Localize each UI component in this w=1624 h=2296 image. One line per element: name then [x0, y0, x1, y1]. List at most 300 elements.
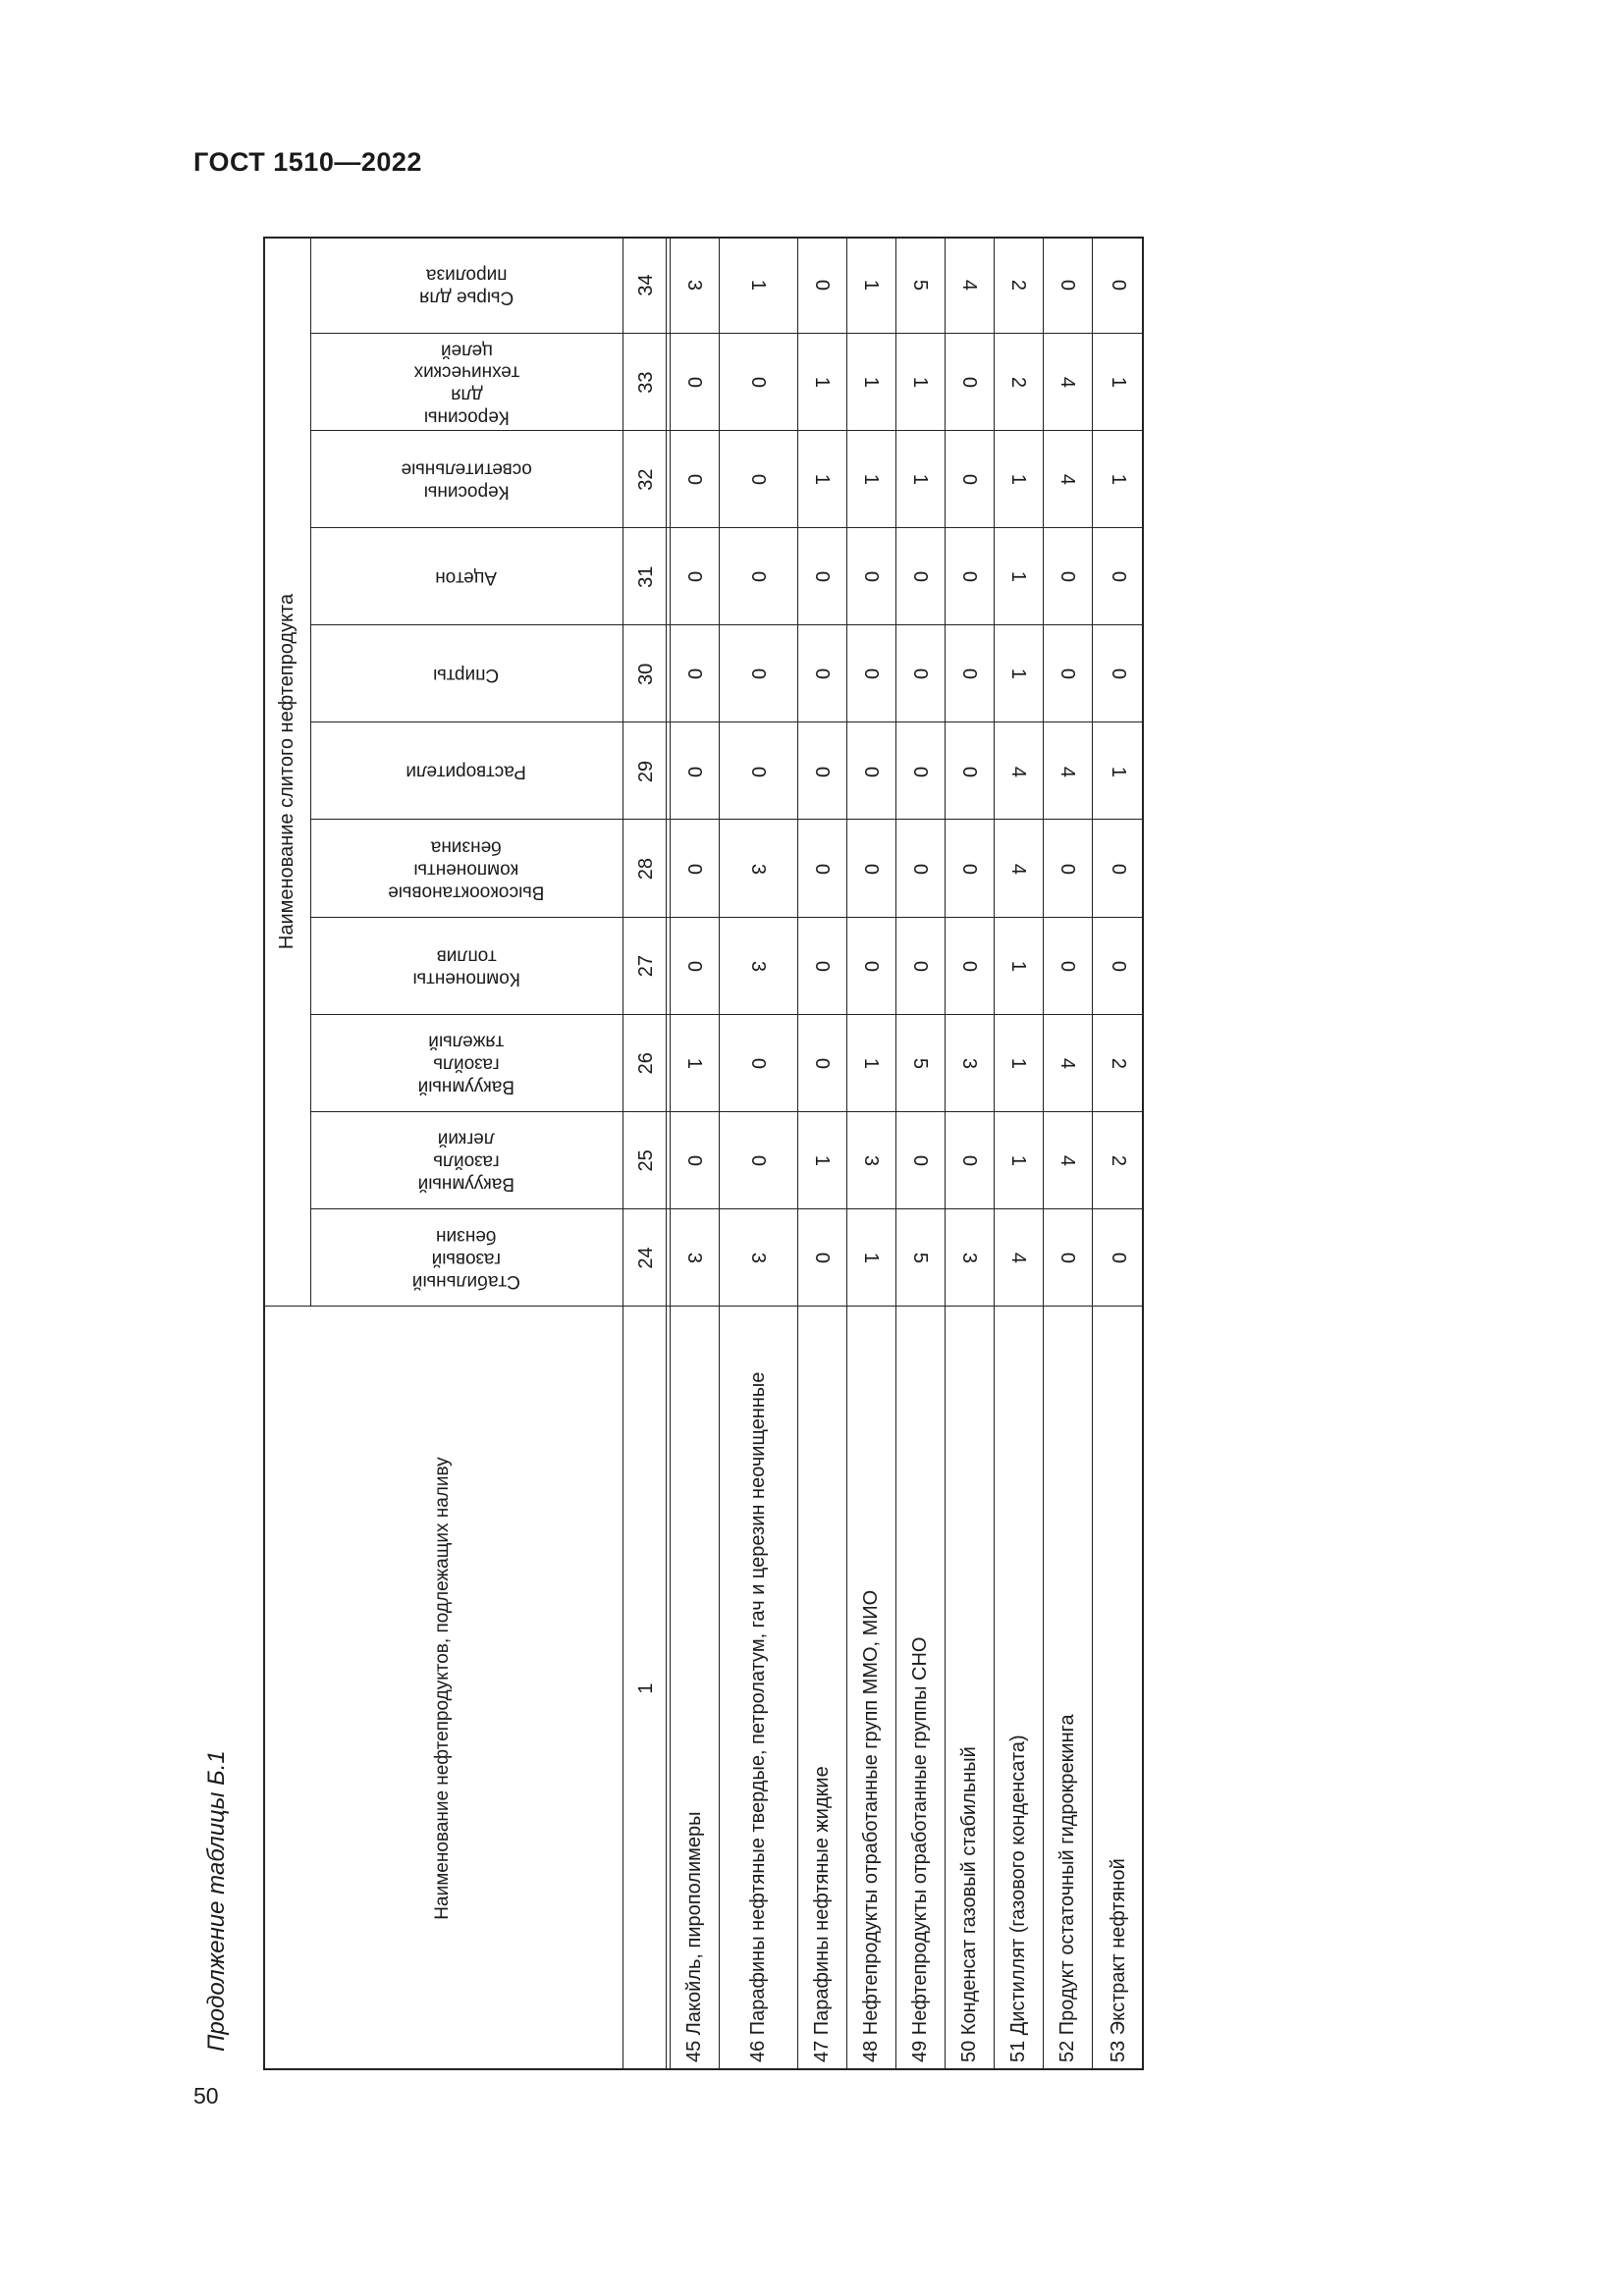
cell-value: 0 [747, 1154, 769, 1166]
table-cell [1043, 1015, 1092, 1112]
table-cell [994, 237, 1043, 334]
cell-value: 5 [909, 1057, 931, 1069]
column-header-text: Сырье для пиролиза [418, 264, 514, 308]
cell-value: 0 [860, 863, 882, 875]
cell-value: 1 [909, 474, 931, 486]
table-cell [945, 1209, 994, 1307]
column-header-text: Растворители [406, 762, 527, 783]
column-number-text: 28 [635, 857, 657, 881]
table-cell [846, 722, 895, 820]
cell-value: 0 [909, 863, 931, 875]
table-cell [719, 1015, 797, 1112]
row-divider [945, 237, 946, 2070]
table-cell [670, 918, 719, 1015]
table-cell [797, 334, 846, 431]
column-header [310, 334, 623, 431]
column-divider [263, 1306, 1144, 1307]
cell-value: 0 [747, 1057, 769, 1069]
cell-value: 3 [747, 863, 769, 875]
cell-value: 1 [1107, 766, 1129, 777]
table-cell [670, 1112, 719, 1209]
table-row [719, 1307, 797, 2070]
table-cell [994, 1015, 1043, 1112]
cell-value: 1 [811, 377, 833, 389]
table-cell [797, 625, 846, 722]
table-cell [846, 334, 895, 431]
cell-value: 0 [909, 1154, 931, 1166]
first-column-header-text: Наименование нефтепродуктов, подлежащих наливу [432, 1457, 454, 1920]
cell-value: 1 [860, 474, 882, 486]
cell-value: 0 [747, 571, 769, 583]
table-cell [1043, 431, 1092, 528]
table-row [670, 1307, 719, 2070]
cell-value: 0 [958, 668, 980, 680]
table-cell [846, 528, 895, 625]
table-cell [945, 1112, 994, 1209]
column-number-text: 27 [635, 955, 657, 978]
cell-value: 1 [747, 279, 769, 292]
cell-value: 0 [860, 668, 882, 680]
table-cell [895, 625, 945, 722]
cell-value: 0 [1107, 668, 1129, 680]
cell-value: 3 [747, 1252, 769, 1264]
cell-value: 0 [1107, 1252, 1129, 1264]
cell-value: 0 [909, 960, 931, 972]
column-header-rotator [310, 237, 623, 334]
first-column-number-text: 1 [635, 1682, 657, 1694]
column-divider [310, 624, 1144, 625]
table-cell [945, 1015, 994, 1112]
table-cell [797, 722, 846, 820]
cell-value: 4 [1007, 1252, 1029, 1264]
table-cell [670, 722, 719, 820]
cell-value: 0 [747, 474, 769, 486]
table-cell [670, 1209, 719, 1307]
cell-value: 0 [683, 377, 705, 389]
column-header-rotator [310, 722, 623, 820]
table-cell [895, 528, 945, 625]
table-cell [846, 237, 895, 334]
table-cell [719, 237, 797, 334]
table-cell [719, 334, 797, 431]
cell-value: 0 [747, 377, 769, 389]
cell-value: 0 [811, 668, 833, 680]
column-number [623, 237, 670, 334]
column-number [623, 821, 670, 918]
cell-value: 0 [860, 571, 882, 583]
cell-value: 2 [1107, 1154, 1129, 1166]
column-number [623, 431, 670, 528]
table-cell [797, 237, 846, 334]
cell-value: 4 [1007, 766, 1029, 777]
column-number-text: 30 [635, 663, 657, 685]
row-divider [670, 237, 671, 2070]
table-cell [1092, 1209, 1144, 1307]
cell-value: 4 [958, 279, 980, 292]
cell-value: 4 [1056, 1057, 1078, 1069]
cell-value: 0 [811, 279, 833, 292]
table-cell [1092, 625, 1144, 722]
column-header-rotator [310, 821, 623, 918]
table-cell [797, 431, 846, 528]
table-cell [1092, 237, 1144, 334]
cell-value: 4 [1056, 377, 1078, 389]
table-cell [1043, 1112, 1092, 1209]
column-header [310, 237, 623, 334]
column-number-text: 31 [635, 565, 657, 588]
cell-value: 1 [1007, 1057, 1029, 1069]
table-cell [670, 528, 719, 625]
row-divider [994, 237, 995, 2070]
column-header [310, 722, 623, 820]
cell-value: 0 [958, 863, 980, 875]
cell-value: 1 [909, 377, 931, 389]
cell-value: 0 [811, 1252, 833, 1264]
table-cell [994, 722, 1043, 820]
row-label: 53 Экстракт нефтяной [1107, 1858, 1129, 2062]
cell-value: 1 [1007, 960, 1029, 972]
table-cell [1043, 722, 1092, 820]
table-cell [670, 1015, 719, 1112]
cell-value: 0 [1056, 960, 1078, 972]
table-cell [994, 431, 1043, 528]
cell-value: 0 [811, 571, 833, 583]
table-cell [670, 334, 719, 431]
table-cell [945, 625, 994, 722]
table-cell [1092, 821, 1144, 918]
cell-value: 0 [811, 1057, 833, 1069]
cell-value: 1 [1107, 377, 1129, 389]
column-header-text: Компоненты топлив [412, 945, 520, 988]
cell-value: 1 [1007, 668, 1029, 680]
cell-value: 3 [747, 960, 769, 972]
table-cell [1043, 1209, 1092, 1307]
table-cell [1043, 528, 1092, 625]
cell-value: 5 [909, 1252, 931, 1264]
cell-value: 1 [1007, 474, 1029, 486]
group-header [263, 237, 310, 1307]
table-row [1043, 1307, 1092, 2070]
table-cell [670, 237, 719, 334]
table-row [895, 1307, 945, 2070]
column-number [623, 334, 670, 431]
table-cell [945, 334, 994, 431]
table-cell [797, 528, 846, 625]
document-header: ГОСТ 1510—2022 [193, 147, 422, 177]
table-cell [1043, 334, 1092, 431]
cell-value: 0 [958, 1154, 980, 1166]
table-cell [895, 237, 945, 334]
cell-value: 0 [1056, 863, 1078, 875]
cell-value: 0 [958, 960, 980, 972]
column-number-text: 34 [635, 274, 657, 296]
cell-value: 0 [811, 863, 833, 875]
table-cell [846, 625, 895, 722]
column-divider [310, 917, 1144, 918]
column-header-text: Вакуумный газойль тяжелый [417, 1031, 515, 1097]
first-column-number [623, 1307, 670, 2070]
table-row [945, 1307, 994, 2070]
table-cell [895, 821, 945, 918]
column-header-rotator [310, 431, 623, 528]
column-number-text: 24 [635, 1247, 657, 1269]
row-label: 51 Дистиллят (газового конденсата) [1007, 1735, 1029, 2062]
row-divider [797, 237, 798, 2070]
row-divider [719, 237, 720, 2070]
column-header [310, 431, 623, 528]
table-cell [797, 1015, 846, 1112]
column-divider [310, 333, 1144, 334]
row-label: 50 Конденсат газовый стабильный [958, 1746, 980, 2062]
column-divider [310, 820, 1144, 821]
cell-value: 4 [1007, 863, 1029, 875]
cell-value: 1 [683, 1057, 705, 1069]
column-header-text: Спирты [433, 665, 500, 686]
row-label: 52 Продукт остаточный гидрокрекинга [1056, 1714, 1078, 2062]
cell-value: 1 [1007, 571, 1029, 583]
table-cell [846, 821, 895, 918]
table-row [846, 1307, 895, 2070]
cell-value: 0 [1107, 571, 1129, 583]
row-divider [1092, 237, 1093, 2070]
cell-value: 0 [811, 960, 833, 972]
cell-value: 0 [683, 960, 705, 972]
table-cell [797, 1112, 846, 1209]
column-header-rotator [310, 1015, 623, 1112]
cell-value: 0 [683, 474, 705, 486]
column-header [310, 625, 623, 722]
table-cell [719, 1209, 797, 1307]
column-header-rotator [310, 1209, 623, 1307]
table-cell [945, 722, 994, 820]
table-cell [945, 821, 994, 918]
column-number [623, 722, 670, 820]
column-header-rotator [310, 1112, 623, 1209]
column-number [623, 528, 670, 625]
column-header-rotator [310, 528, 623, 625]
table-cell [945, 918, 994, 1015]
cell-value: 0 [860, 960, 882, 972]
column-header [310, 918, 623, 1015]
table-cell [846, 918, 895, 1015]
cell-value: 0 [860, 766, 882, 777]
table-cell [994, 625, 1043, 722]
cell-value: 4 [1056, 1154, 1078, 1166]
column-number [623, 918, 670, 1015]
table-cell [797, 1209, 846, 1307]
column-number-text: 26 [635, 1052, 657, 1075]
table-cell [719, 918, 797, 1015]
cell-value: 0 [1056, 1252, 1078, 1264]
column-number-text: 33 [635, 371, 657, 394]
rotated-table [263, 237, 1144, 2070]
table-cell [1092, 722, 1144, 820]
table-cell [895, 1015, 945, 1112]
table-cell [1043, 625, 1092, 722]
cell-value: 1 [811, 1154, 833, 1166]
table-cell [994, 334, 1043, 431]
page-number: 50 [193, 2083, 219, 2109]
column-divider [310, 721, 1144, 722]
column-divider [310, 527, 1144, 528]
table-cell [994, 1112, 1043, 1209]
cell-value: 1 [860, 1057, 882, 1069]
cell-value: 3 [958, 1252, 980, 1264]
table-cell [895, 1209, 945, 1307]
table-cell [994, 528, 1043, 625]
cell-value: 1 [860, 279, 882, 292]
table-cell [945, 431, 994, 528]
column-header [310, 1015, 623, 1112]
table-cell [719, 528, 797, 625]
row-label: 47 Парафины нефтяные жидкие [811, 1766, 833, 2062]
cell-value: 5 [909, 279, 931, 292]
cell-value: 0 [1107, 863, 1129, 875]
cell-value: 3 [958, 1057, 980, 1069]
table-cell [719, 821, 797, 918]
cell-value: 4 [1056, 766, 1078, 777]
header-divider [310, 237, 311, 1307]
table-cell [895, 918, 945, 1015]
column-divider [310, 1111, 1144, 1112]
column-header-rotator [310, 918, 623, 1015]
row-label: 45 Лакойль, пирополимеры [683, 1811, 705, 2062]
table-cell [1092, 431, 1144, 528]
group-header-text: Наименование слитого нефтепродукта [276, 593, 298, 950]
column-header [310, 528, 623, 625]
column-header-text: Ацетон [435, 567, 498, 589]
column-number-text: 32 [635, 468, 657, 491]
cell-value: 0 [1107, 960, 1129, 972]
table-row [994, 1307, 1043, 2070]
column-header-rotator [310, 625, 623, 722]
table-cell [846, 1209, 895, 1307]
cell-value: 1 [1107, 474, 1129, 486]
row-label: 49 Нефтепродукты отработанные группы СНО [909, 1636, 931, 2062]
cell-value: 2 [1007, 377, 1029, 389]
table-cell [846, 1015, 895, 1112]
table-row [1092, 1307, 1144, 2070]
cell-value: 1 [1007, 1154, 1029, 1166]
cell-value: 1 [811, 474, 833, 486]
table-cell [670, 821, 719, 918]
cell-value: 0 [683, 571, 705, 583]
column-divider [310, 1208, 1144, 1209]
cell-value: 0 [1107, 279, 1129, 292]
table-cell [797, 821, 846, 918]
table-cell [1092, 1015, 1144, 1112]
cell-value: 3 [860, 1154, 882, 1166]
table-cell [1092, 334, 1144, 431]
column-header-rotator [310, 334, 623, 431]
table-cell [1043, 821, 1092, 918]
column-divider [310, 430, 1144, 431]
table-cell [846, 431, 895, 528]
cell-value: 1 [860, 1252, 882, 1264]
cell-value: 1 [860, 377, 882, 389]
table-cell [895, 722, 945, 820]
column-header [310, 1209, 623, 1307]
column-header-text: Керосины для технических целей [413, 339, 519, 428]
cell-value: 0 [958, 571, 980, 583]
column-header-text: Высокооктановые компоненты бензина [388, 836, 545, 903]
table-cell [719, 722, 797, 820]
table-cell [1043, 237, 1092, 334]
cell-value: 0 [683, 668, 705, 680]
row-divider [846, 237, 847, 2070]
column-divider [310, 1014, 1144, 1015]
column-header-text: Керосины осветительные [401, 458, 532, 503]
header-double-divider [666, 237, 667, 2070]
cell-value: 2 [1107, 1057, 1129, 1069]
cell-value: 0 [909, 571, 931, 583]
column-header-text: Вакуумный газойль легкий [417, 1128, 515, 1195]
cell-value: 0 [909, 766, 931, 777]
table-cell [719, 625, 797, 722]
cell-value: 0 [958, 474, 980, 486]
cell-value: 0 [683, 766, 705, 777]
cell-value: 2 [1007, 279, 1029, 292]
table-cell [1092, 918, 1144, 1015]
table-cell [945, 237, 994, 334]
column-number [623, 1112, 670, 1209]
table-cell [719, 431, 797, 528]
cell-value: 4 [1056, 474, 1078, 486]
cell-value: 0 [683, 1154, 705, 1166]
table-cell [895, 334, 945, 431]
table-caption: Продолжение таблицы Б.1 [203, 1750, 230, 2052]
row-divider [895, 237, 896, 2070]
first-column-header [263, 1307, 623, 2070]
table-cell [670, 625, 719, 722]
column-number-text: 29 [635, 760, 657, 783]
column-number [623, 625, 670, 722]
cell-value: 0 [1056, 279, 1078, 292]
table-cell [994, 1209, 1043, 1307]
cell-value: 3 [683, 1252, 705, 1264]
table-cell [1092, 528, 1144, 625]
cell-value: 0 [958, 766, 980, 777]
column-number [623, 1209, 670, 1307]
table-cell [895, 431, 945, 528]
cell-value: 0 [1056, 668, 1078, 680]
table-cell [670, 431, 719, 528]
cell-value: 0 [683, 863, 705, 875]
table-cell [945, 528, 994, 625]
table-cell [846, 1112, 895, 1209]
cell-value: 0 [909, 668, 931, 680]
row-divider [1043, 237, 1044, 2070]
table-cell [1043, 918, 1092, 1015]
table-row [797, 1307, 846, 2070]
cell-value: 3 [683, 279, 705, 292]
table-cell [994, 821, 1043, 918]
table-cell [1092, 1112, 1144, 1209]
column-header [310, 1112, 623, 1209]
column-header [310, 821, 623, 918]
column-header-text: Стабильный газовый бензин [411, 1226, 521, 1292]
table-cell [994, 918, 1043, 1015]
column-number [623, 1015, 670, 1112]
table-cell [895, 1112, 945, 1209]
cell-value: 0 [1056, 571, 1078, 583]
table-cell [719, 1112, 797, 1209]
cell-value: 0 [811, 766, 833, 777]
cell-value: 0 [958, 377, 980, 389]
column-number-text: 25 [635, 1149, 657, 1172]
cell-value: 0 [747, 668, 769, 680]
table-cell [797, 918, 846, 1015]
